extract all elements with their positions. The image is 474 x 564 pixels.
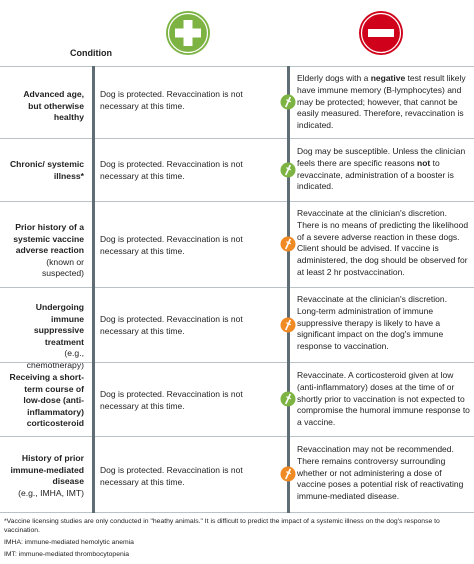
condition-cell	[8, 89, 84, 124]
condition-text: History of prior immune-mediated disease	[10, 453, 84, 486]
table-row	[0, 362, 474, 436]
table-header	[0, 0, 474, 66]
table-row	[0, 287, 474, 370]
syringe-icon	[280, 94, 296, 110]
condition-column-header: Condition	[70, 48, 112, 58]
text-part: Elderly dogs with a	[297, 73, 371, 83]
syringe-icon	[280, 162, 296, 178]
condition-cell	[8, 372, 84, 430]
negative-result-cell: Revaccination may not be recommended. There remains controversy surrounding whether or not administering a dose of vaccine poses a potential risk of reactivating immune-mediated disease.	[297, 444, 464, 502]
text-part: Dog may be susceptible. Unless the clinician feels there are specific reasons	[297, 146, 466, 168]
condition-text: Chronic/ systemic illness*	[9, 159, 84, 181]
condition-cell	[8, 453, 84, 499]
syringe-icon	[280, 236, 296, 252]
table-row	[0, 436, 474, 513]
condition-cell	[8, 159, 84, 182]
column-divider	[92, 66, 95, 513]
table-row	[0, 138, 474, 201]
footnote: *Vaccine licensing studies are only conducted in "heathy animals." It is difficult to predict the impact of a systemic illness on the dog's response to vaccination.	[4, 518, 440, 534]
syringe-icon	[280, 466, 296, 482]
negative-result-cell	[297, 73, 471, 132]
negative-result-cell: Revaccinate at the clinician's discretion. There is no means of predicting the likelihood of a severe adverse reaction in these dogs. Client should be advised. If vaccine is administered, the dog should be observed for at least 2 hr postvaccination.	[297, 208, 469, 277]
positive-result-cell: Dog is protected. Revaccination is not necessary at this time.	[100, 89, 243, 111]
plus-icon	[165, 10, 211, 56]
column-divider	[287, 66, 290, 513]
condition-cell	[8, 222, 84, 280]
positive-result-cell: Dog is protected. Revaccination is not necessary at this time.	[100, 159, 243, 181]
syringe-icon	[280, 317, 296, 333]
condition-text: Advanced age, but otherwise healthy	[23, 89, 84, 122]
negative-result-cell: Revaccinate at the clinician's discretion. Long-term administration of immune suppressive therapy is likely to have a significant impact on the dog's immune response to vaccination.	[297, 294, 447, 352]
positive-result-cell: Dog is protected. Revaccination is not necessary at this time.	[100, 234, 243, 256]
positive-result-cell: Dog is protected. Revaccination is not necessary at this time.	[100, 389, 243, 411]
condition-subtext: (e.g., IMHA, IMT)	[18, 487, 84, 498]
text-part: test result likely have immune memory (B-lymphocytes) and may be protected; however, that cannot be easily measured. Therefore, revaccination is indicated.	[297, 73, 466, 131]
table-row	[0, 201, 474, 287]
negative-result-cell: Revaccinate. A corticosteroid given at low (anti-inflammatory) doses at the time of or shortly prior to vaccination is not expected to compromise the humoral immune response to a vaccine.	[297, 370, 470, 428]
condition-subtext: (known or suspected)	[41, 256, 84, 278]
text-part: to revaccinate, administration of a booster is indicated.	[297, 157, 454, 192]
syringe-icon	[280, 391, 296, 407]
footnotes	[4, 517, 470, 562]
condition-text: Prior history of a systemic vaccine adverse reaction	[13, 222, 84, 255]
condition-cell	[8, 302, 84, 371]
minus-icon	[358, 10, 404, 56]
bold-part: negative	[370, 73, 406, 83]
bold-part: not	[417, 157, 431, 168]
footnote: IMT: immune-mediated thrombocytopenia	[4, 551, 130, 558]
positive-result-cell: Dog is protected. Revaccination is not necessary at this time.	[100, 314, 243, 336]
condition-subtext: (e.g., chemotherapy)	[26, 348, 84, 370]
negative-result-cell	[297, 146, 471, 193]
footnote: IMHA: immune-mediated hemolytic anemia	[4, 539, 134, 546]
table-row	[0, 66, 474, 138]
condition-text: Receiving a short-term course of low-dose (anti-inflammatory) corticosteroid	[9, 372, 84, 428]
condition-text: Undergoing immune suppressive treatment	[33, 302, 84, 347]
positive-result-cell: Dog is protected. Revaccination is not necessary at this time.	[100, 465, 243, 487]
